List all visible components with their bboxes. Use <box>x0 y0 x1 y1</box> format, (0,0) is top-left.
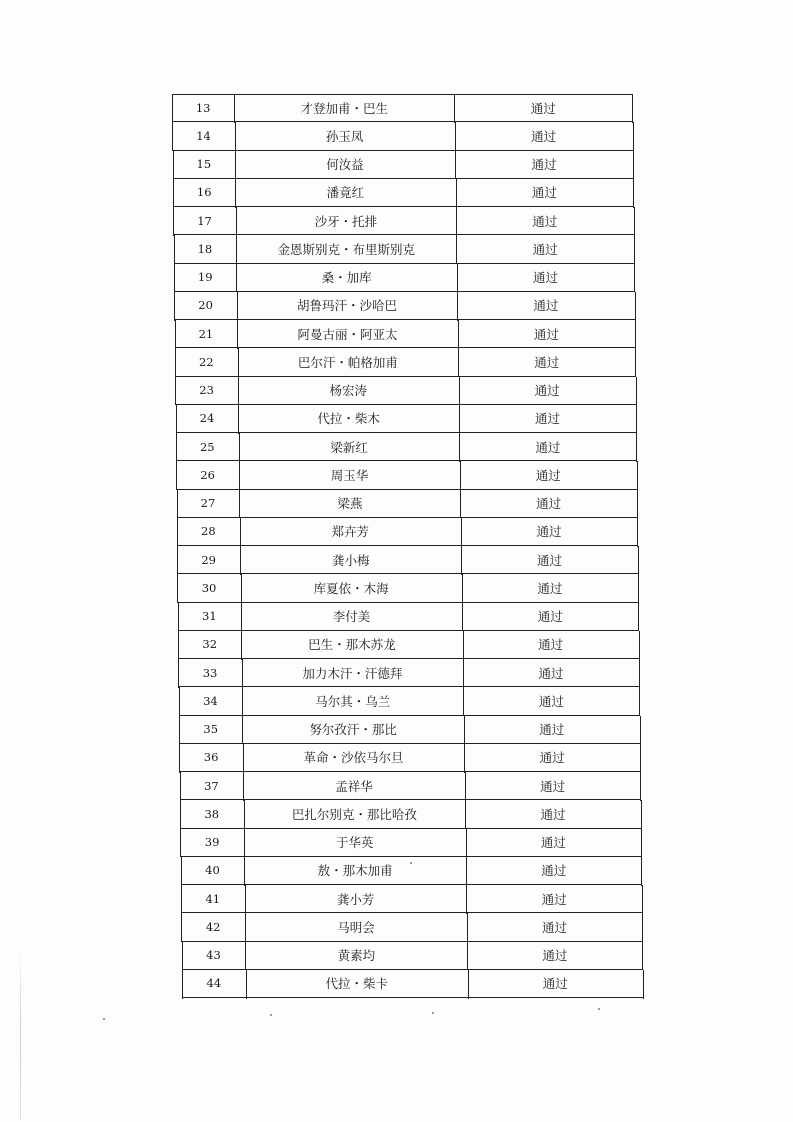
result-status: 通过 <box>536 524 562 540</box>
column-divider <box>463 659 464 688</box>
column-divider <box>239 433 240 462</box>
table-left-border <box>177 546 178 575</box>
table-right-border <box>640 744 641 773</box>
column-divider <box>235 151 236 180</box>
column-divider <box>460 461 461 490</box>
table-right-border <box>642 913 643 942</box>
table-left-border <box>179 687 180 716</box>
table-row <box>175 348 635 376</box>
table-right-border <box>641 829 642 858</box>
column-divider <box>462 603 463 632</box>
table-right-border <box>637 490 638 519</box>
table-left-border <box>174 235 175 264</box>
table-row <box>182 942 643 970</box>
column-divider <box>236 235 237 264</box>
row-number: 35 <box>203 722 219 737</box>
table-left-border <box>173 179 174 208</box>
column-divider <box>463 687 464 716</box>
person-name: 金恩斯别克・布里斯别克 <box>277 241 415 257</box>
column-divider <box>456 179 457 208</box>
result-status: 通过 <box>533 326 559 342</box>
column-divider <box>461 546 462 575</box>
table-row <box>173 151 633 179</box>
table-left-border <box>177 518 178 547</box>
column-divider <box>235 122 236 151</box>
row-number: 16 <box>196 185 212 200</box>
column-divider <box>244 857 245 886</box>
row-number: 13 <box>195 100 211 115</box>
table-row <box>178 603 639 631</box>
person-name: 加力木汗・汗德拜 <box>302 665 403 681</box>
table-right-border <box>639 631 640 660</box>
table-right-border <box>641 800 642 829</box>
scan-speck <box>103 1018 105 1020</box>
column-divider <box>237 320 238 349</box>
table-right-border <box>643 970 644 999</box>
row-number: 34 <box>203 693 218 708</box>
column-divider <box>242 659 243 688</box>
person-name: 杨宏涛 <box>329 383 368 399</box>
column-divider <box>245 885 246 914</box>
table-row <box>176 461 636 489</box>
table-row <box>177 490 637 518</box>
table-row <box>175 320 635 348</box>
row-number: 18 <box>197 241 213 256</box>
table-right-border <box>634 235 635 264</box>
result-status: 通过 <box>531 185 557 201</box>
row-number: 15 <box>196 157 212 172</box>
result-status: 通过 <box>530 100 556 116</box>
column-divider <box>238 377 239 406</box>
row-number: 36 <box>203 750 219 765</box>
scan-speck <box>598 1008 600 1010</box>
person-name: 代拉・柴木 <box>317 411 380 427</box>
table-row <box>179 716 640 744</box>
table-right-border <box>640 716 641 745</box>
table-left-border <box>172 122 173 151</box>
person-name: 胡鲁玛汗・沙哈巴 <box>297 298 398 314</box>
table-right-border <box>633 122 634 151</box>
person-name: 黄素均 <box>337 948 376 964</box>
column-divider <box>242 687 243 716</box>
table-right-border <box>639 687 640 716</box>
table-row <box>179 744 640 772</box>
table-row <box>178 631 639 659</box>
person-name: 孙玉凤 <box>325 128 364 144</box>
table-row <box>176 405 636 433</box>
person-name: 郑卉芳 <box>331 524 370 540</box>
table-right-border <box>635 320 636 349</box>
result-status: 通过 <box>534 383 560 399</box>
column-divider <box>238 405 239 434</box>
scan-speck <box>432 1012 434 1014</box>
person-name: 梁燕 <box>337 496 363 512</box>
row-number: 32 <box>202 637 218 652</box>
table-row <box>177 518 637 546</box>
row-number: 22 <box>198 354 214 369</box>
table-right-border <box>636 405 637 434</box>
person-name: 革命・沙依马尔旦 <box>303 750 404 766</box>
table-left-border <box>182 970 183 999</box>
table-left-border <box>178 631 179 660</box>
column-divider <box>456 207 457 236</box>
table-row <box>177 546 638 574</box>
table-left-border <box>173 207 174 236</box>
table-row <box>175 377 635 405</box>
row-number: 28 <box>201 524 216 539</box>
row-number: 29 <box>201 552 216 567</box>
table-left-border <box>174 292 175 321</box>
person-name: 李付美 <box>332 609 371 625</box>
table-right-border <box>635 348 636 377</box>
row-number: 17 <box>197 213 212 228</box>
person-name: 桑・加库 <box>321 270 372 286</box>
table-left-border <box>177 574 178 603</box>
table-row <box>180 800 641 828</box>
person-name: 巴扎尔别克・那比哈孜 <box>291 806 417 822</box>
table-left-border <box>179 744 180 773</box>
column-divider <box>238 348 239 377</box>
table-row <box>179 687 640 715</box>
row-number: 25 <box>199 439 215 454</box>
result-status: 通过 <box>539 750 565 766</box>
table-right-border <box>633 179 634 208</box>
row-number: 40 <box>205 863 220 878</box>
result-status: 通过 <box>536 496 562 512</box>
table-left-border <box>181 913 182 942</box>
table-row <box>173 179 633 207</box>
person-name: 潘竟红 <box>326 185 365 201</box>
table-left-border <box>173 151 174 180</box>
result-status: 通过 <box>533 270 559 286</box>
row-number: 27 <box>200 496 216 511</box>
column-divider <box>239 490 240 519</box>
table-row <box>180 772 641 800</box>
table-right-border <box>640 772 641 801</box>
table-left-border <box>174 264 175 293</box>
person-name: 龚小梅 <box>331 552 370 568</box>
table-left-border <box>172 94 173 123</box>
row-number: 20 <box>198 298 213 313</box>
table-left-border <box>176 433 177 462</box>
scan-artifact-line <box>20 945 21 1120</box>
column-divider <box>466 885 467 914</box>
table-left-border <box>175 320 176 349</box>
column-divider <box>237 292 238 321</box>
row-number: 38 <box>204 806 220 821</box>
table-left-border <box>181 857 182 886</box>
result-status: 通过 <box>537 609 563 625</box>
column-divider <box>467 942 468 971</box>
table-left-border <box>180 772 181 801</box>
column-divider <box>241 631 242 660</box>
result-status: 通过 <box>533 298 559 314</box>
result-status: 通过 <box>542 919 568 935</box>
row-number: 43 <box>206 948 221 963</box>
column-divider <box>466 857 467 886</box>
column-divider <box>246 970 247 999</box>
table-right-border <box>638 603 639 632</box>
table-row <box>174 235 634 263</box>
person-name: 巴尔汗・帕格加甫 <box>297 354 398 370</box>
table-right-border <box>641 857 642 886</box>
table-row <box>172 94 632 122</box>
column-divider <box>463 631 464 660</box>
person-name: 何汝益 <box>326 157 364 173</box>
result-status: 通过 <box>538 637 564 653</box>
column-divider <box>241 603 242 632</box>
column-divider <box>236 264 237 293</box>
scan-speck <box>410 862 412 864</box>
table-row <box>181 913 642 941</box>
column-divider <box>244 829 245 858</box>
column-divider <box>234 94 235 123</box>
column-divider <box>455 122 456 151</box>
table-right-border <box>637 461 638 490</box>
column-divider <box>466 829 467 858</box>
result-status: 通过 <box>538 693 564 709</box>
row-number: 37 <box>204 778 219 793</box>
row-number: 30 <box>201 580 217 595</box>
row-number: 21 <box>198 326 214 341</box>
table-row <box>176 433 636 461</box>
row-number: 39 <box>204 835 220 850</box>
row-number: 19 <box>197 270 213 285</box>
row-number: 33 <box>202 665 218 680</box>
table-right-border <box>636 433 637 462</box>
table-right-border <box>638 574 639 603</box>
table-row <box>177 574 638 602</box>
table-left-border <box>177 490 178 519</box>
column-divider <box>461 518 462 547</box>
table-row <box>178 659 639 687</box>
column-divider <box>459 433 460 462</box>
result-status: 通过 <box>534 411 560 427</box>
result-status: 通过 <box>534 354 560 370</box>
row-number: 44 <box>206 976 222 991</box>
table-row <box>174 292 634 320</box>
person-name: 阿曼古丽・阿亚太 <box>297 326 398 342</box>
result-status: 通过 <box>535 439 561 455</box>
result-status: 通过 <box>540 835 566 851</box>
person-name: 马明会 <box>337 919 375 935</box>
table-right-border <box>635 292 636 321</box>
column-divider <box>457 264 458 293</box>
row-number: 23 <box>199 383 214 398</box>
person-name: 于华英 <box>336 835 374 851</box>
result-status: 通过 <box>532 213 558 229</box>
person-name: 努尔孜汗・那比 <box>309 722 397 738</box>
column-divider <box>465 772 466 801</box>
result-status: 通过 <box>539 722 565 738</box>
table-left-border <box>176 405 177 434</box>
table-row <box>182 970 643 998</box>
table-row <box>173 207 633 235</box>
table-row <box>180 829 641 857</box>
table-right-border <box>642 885 643 914</box>
column-divider <box>459 405 460 434</box>
column-divider <box>460 490 461 519</box>
table-right-border <box>642 942 643 971</box>
column-divider <box>245 913 246 942</box>
table-left-border <box>179 716 180 745</box>
column-divider <box>243 772 244 801</box>
row-number: 41 <box>205 891 221 906</box>
row-number: 26 <box>200 467 215 482</box>
table-right-border <box>632 94 633 123</box>
table-right-border <box>638 546 639 575</box>
row-number: 14 <box>196 128 211 143</box>
table-row <box>181 857 642 885</box>
column-divider <box>467 913 468 942</box>
person-name: 代拉・柴卡 <box>325 976 389 992</box>
column-divider <box>456 235 457 264</box>
table-right-border <box>637 518 638 547</box>
result-status: 通过 <box>541 863 567 879</box>
column-divider <box>468 970 469 999</box>
table-left-border <box>180 800 181 829</box>
result-status: 通过 <box>541 891 567 907</box>
table-right-border <box>634 207 635 236</box>
table-right-border <box>636 377 637 406</box>
column-divider <box>236 207 237 236</box>
result-status: 通过 <box>540 778 566 794</box>
person-name: 库夏依・木海 <box>313 580 389 596</box>
result-status: 通过 <box>542 948 568 964</box>
person-name: 沙牙・托排 <box>314 213 378 229</box>
table-right-border <box>639 659 640 688</box>
column-divider <box>235 179 236 208</box>
result-status: 通过 <box>540 806 566 822</box>
result-status: 通过 <box>531 157 557 173</box>
table-left-border <box>175 377 176 406</box>
result-status: 通过 <box>536 552 562 568</box>
row-number: 24 <box>199 411 215 426</box>
column-divider <box>239 461 240 490</box>
result-status: 通过 <box>542 976 568 992</box>
result-status: 通过 <box>537 580 563 596</box>
column-divider <box>462 574 463 603</box>
column-divider <box>455 151 456 180</box>
result-status: 通过 <box>531 128 557 144</box>
table-row <box>174 264 634 292</box>
result-status: 通过 <box>538 665 564 681</box>
column-divider <box>241 574 242 603</box>
person-name: 马尔其・乌兰 <box>315 693 391 709</box>
column-divider <box>464 716 465 745</box>
table-row <box>181 885 642 913</box>
column-divider <box>459 377 460 406</box>
table-left-border <box>176 461 177 490</box>
result-status: 通过 <box>532 241 558 257</box>
person-name: 巴生・那木苏龙 <box>308 637 396 653</box>
row-number: 42 <box>205 919 221 934</box>
column-divider <box>464 744 465 773</box>
table-left-border <box>182 942 183 971</box>
column-divider <box>457 292 458 321</box>
column-divider <box>244 800 245 829</box>
column-divider <box>458 320 459 349</box>
result-status: 通过 <box>535 467 561 483</box>
table-row <box>172 122 632 150</box>
table-left-border <box>178 659 179 688</box>
table-right-border <box>633 151 634 180</box>
column-divider <box>458 348 459 377</box>
person-name: 周玉华 <box>330 467 369 483</box>
person-name: 龚小芳 <box>336 891 375 907</box>
person-name: 梁新红 <box>330 439 368 455</box>
scan-speck <box>270 1014 272 1016</box>
table-left-border <box>178 603 179 632</box>
table-left-border <box>181 885 182 914</box>
table-left-border <box>175 348 176 377</box>
person-name: 才登加甫・巴生 <box>300 100 388 116</box>
column-divider <box>245 942 246 971</box>
column-divider <box>242 716 243 745</box>
column-divider <box>240 546 241 575</box>
column-divider <box>454 94 455 123</box>
person-name: 孟祥华 <box>335 778 373 794</box>
column-divider <box>243 744 244 773</box>
person-name: 敖・那木加甫 <box>317 863 393 879</box>
table-left-border <box>180 829 181 858</box>
column-divider <box>240 518 241 547</box>
row-number: 31 <box>202 609 217 624</box>
column-divider <box>465 800 466 829</box>
table-right-border <box>634 264 635 293</box>
